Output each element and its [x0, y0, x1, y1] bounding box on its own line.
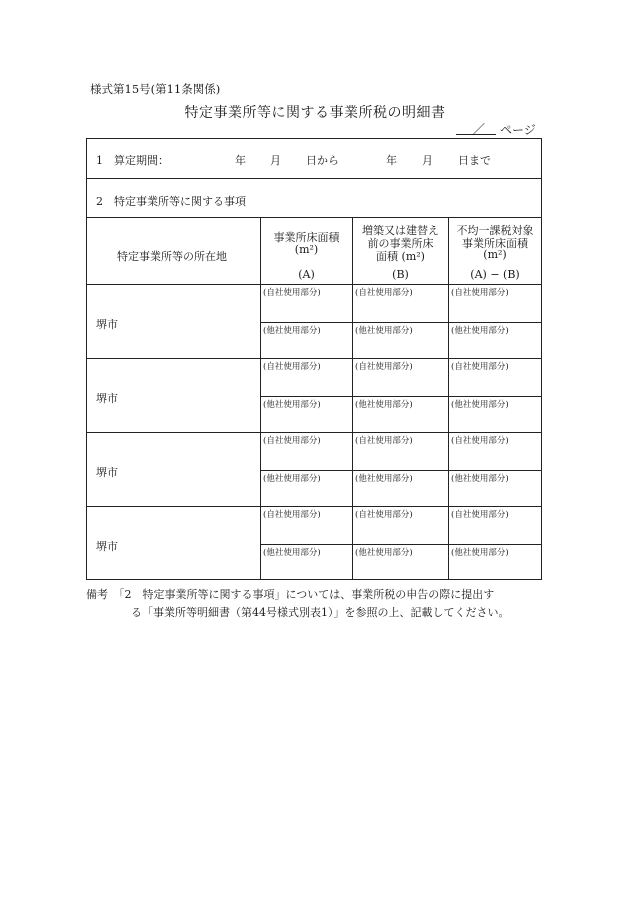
divider — [87, 217, 541, 218]
document-title: 特定事業所等に関する事業所税の明細書 — [184, 105, 446, 121]
col-b-header-line3: 面積 (m²) — [376, 250, 425, 263]
row-location: 堺市 — [96, 540, 118, 553]
own-use-label: (自社使用部分) — [451, 436, 509, 446]
section2-label: 2 特定事業所等に関する事項 — [96, 195, 246, 208]
own-use-label: (自社使用部分) — [355, 510, 413, 520]
own-use-label: (自社使用部分) — [355, 288, 413, 298]
start-day-label: 日から — [306, 154, 339, 167]
other-use-label: (他社使用部分) — [355, 400, 413, 410]
own-use-label: (自社使用部分) — [451, 510, 509, 520]
other-use-label: (他社使用部分) — [451, 326, 509, 336]
own-use-label: (自社使用部分) — [451, 288, 509, 298]
row-divider — [87, 358, 541, 359]
own-use-label: (自社使用部分) — [355, 362, 413, 372]
own-use-label: (自社使用部分) — [263, 362, 321, 372]
section1-label: 1 算定期間： — [96, 154, 169, 167]
own-use-label: (自社使用部分) — [263, 288, 321, 298]
form-table — [86, 138, 542, 580]
other-use-label: (他社使用部分) — [263, 400, 321, 410]
row-divider — [87, 506, 541, 507]
own-use-label: (自社使用部分) — [355, 436, 413, 446]
other-use-label: (他社使用部分) — [355, 548, 413, 558]
header-bottom — [87, 284, 541, 285]
col-a-mark: (A) — [298, 268, 315, 281]
remarks-line1: 備考 「2 特定事業所等に関する事項」については、事業所税の申告の際に提出す — [86, 588, 495, 601]
sub-divider — [260, 322, 541, 323]
row-location: 堺市 — [96, 466, 118, 479]
row-location: 堺市 — [96, 392, 118, 405]
end-day-label: 日まで — [458, 154, 491, 167]
row-divider — [87, 432, 541, 433]
start-month-label: 月 — [270, 154, 281, 167]
other-use-label: (他社使用部分) — [263, 548, 321, 558]
col-b-mark: (B) — [392, 268, 409, 281]
other-use-label: (他社使用部分) — [451, 474, 509, 484]
other-use-label: (他社使用部分) — [451, 400, 509, 410]
other-use-label: (他社使用部分) — [355, 474, 413, 484]
col-c-unit: (m²) — [483, 248, 507, 261]
other-use-label: (他社使用部分) — [355, 326, 413, 336]
form-number: 様式第15号(第11条関係) — [90, 82, 221, 96]
sub-divider — [260, 396, 541, 397]
page-indicator — [456, 121, 540, 137]
col-b-header-line1: 増築又は建替え — [362, 224, 439, 237]
sub-divider — [260, 470, 541, 471]
own-use-label: (自社使用部分) — [263, 510, 321, 520]
row-location: 堺市 — [96, 318, 118, 331]
sub-divider — [260, 544, 541, 545]
remarks-line2: る「事業所等明細書（第44号様式別表1）」を参照の上、記載してください。 — [131, 606, 510, 619]
page-slash: ／ — [472, 123, 486, 138]
other-use-label: (他社使用部分) — [263, 474, 321, 484]
col-b-header-line2: 前の事業所床 — [367, 237, 434, 250]
col-c-header-line1: 不均一課税対象 — [456, 224, 534, 237]
col-c-mark: (A) − (B) — [470, 268, 520, 281]
other-use-label: (他社使用部分) — [263, 326, 321, 336]
divider — [87, 178, 541, 179]
own-use-label: (自社使用部分) — [451, 362, 509, 372]
col-a-unit: (m²) — [294, 243, 319, 256]
own-use-label: (自社使用部分) — [263, 436, 321, 446]
end-year-label: 年 — [386, 154, 397, 167]
other-use-label: (他社使用部分) — [451, 548, 509, 558]
location-header: 特定事業所等の所在地 — [117, 250, 227, 263]
end-month-label: 月 — [422, 154, 433, 167]
col-c-header-line2: 事業所床面積 — [462, 237, 528, 250]
page-label: ページ — [500, 123, 536, 137]
col-a-header: 事業所床面積 — [273, 231, 340, 244]
start-year-label: 年 — [235, 154, 246, 167]
